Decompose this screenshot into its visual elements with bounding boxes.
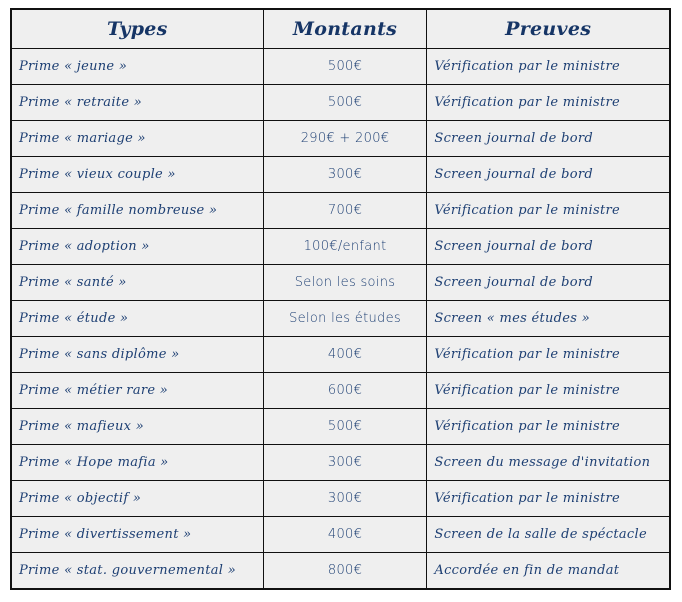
amount-cell: 500€ (263, 49, 427, 85)
proof-cell: Screen de la salle de spéctacle (427, 517, 670, 553)
table-row (11, 517, 670, 553)
type-cell: Prime « famille nombreuse » (11, 193, 263, 229)
amount-cell: 400€ (263, 517, 427, 553)
header-types: Types (11, 9, 263, 49)
type-cell: Prime « mariage » (11, 121, 263, 157)
type-cell: Prime « mafieux » (11, 409, 263, 445)
table-row (11, 301, 670, 337)
proof-cell: Screen journal de bord (427, 121, 670, 157)
table-row (11, 229, 670, 265)
type-cell: Prime « jeune » (11, 49, 263, 85)
table-row (11, 445, 670, 481)
proof-cell: Vérification par le ministre (427, 85, 670, 121)
amount-cell: 300€ (263, 157, 427, 193)
type-cell: Prime « objectif » (11, 481, 263, 517)
proof-cell: Screen journal de bord (427, 265, 670, 301)
type-cell: Prime « santé » (11, 265, 263, 301)
type-cell: Prime « adoption » (11, 229, 263, 265)
proof-cell: Vérification par le ministre (427, 337, 670, 373)
type-cell: Prime « stat. gouvernemental » (11, 553, 263, 590)
amount-cell: 300€ (263, 445, 427, 481)
proof-cell: Vérification par le ministre (427, 481, 670, 517)
header-row (11, 9, 670, 49)
proof-cell: Vérification par le ministre (427, 373, 670, 409)
proof-cell: Screen journal de bord (427, 229, 670, 265)
type-cell: Prime « Hope mafia » (11, 445, 263, 481)
header-amounts: Montants (263, 9, 427, 49)
type-cell: Prime « vieux couple » (11, 157, 263, 193)
table-row (11, 265, 670, 301)
table-row (11, 373, 670, 409)
type-cell: Prime « sans diplôme » (11, 337, 263, 373)
table-row (11, 481, 670, 517)
amount-cell: 400€ (263, 337, 427, 373)
type-cell: Prime « étude » (11, 301, 263, 337)
amount-cell: 290€ + 200€ (263, 121, 427, 157)
table-row (11, 121, 670, 157)
proof-cell: Vérification par le ministre (427, 193, 670, 229)
table-row (11, 553, 670, 590)
amount-cell: 600€ (263, 373, 427, 409)
table-row (11, 337, 670, 373)
proof-cell: Screen journal de bord (427, 157, 670, 193)
amount-cell: 800€ (263, 553, 427, 590)
type-cell: Prime « métier rare » (11, 373, 263, 409)
table-row (11, 157, 670, 193)
table-row (11, 193, 670, 229)
amount-cell: 500€ (263, 409, 427, 445)
amount-cell: 100€/enfant (263, 229, 427, 265)
proof-cell: Screen du message d'invitation (427, 445, 670, 481)
table-row (11, 409, 670, 445)
proof-cell: Vérification par le ministre (427, 49, 670, 85)
amount-cell: 700€ (263, 193, 427, 229)
amount-cell: Selon les soins (263, 265, 427, 301)
amount-cell: 300€ (263, 481, 427, 517)
proof-cell: Screen « mes études » (427, 301, 670, 337)
proof-cell: Vérification par le ministre (427, 409, 670, 445)
table-row (11, 49, 670, 85)
header-proofs: Preuves (427, 9, 670, 49)
amount-cell: 500€ (263, 85, 427, 121)
bonus-table (10, 8, 671, 590)
amount-cell: Selon les études (263, 301, 427, 337)
proof-cell: Accordée en fin de mandat (427, 553, 670, 590)
type-cell: Prime « divertissement » (11, 517, 263, 553)
type-cell: Prime « retraite » (11, 85, 263, 121)
table-row (11, 85, 670, 121)
